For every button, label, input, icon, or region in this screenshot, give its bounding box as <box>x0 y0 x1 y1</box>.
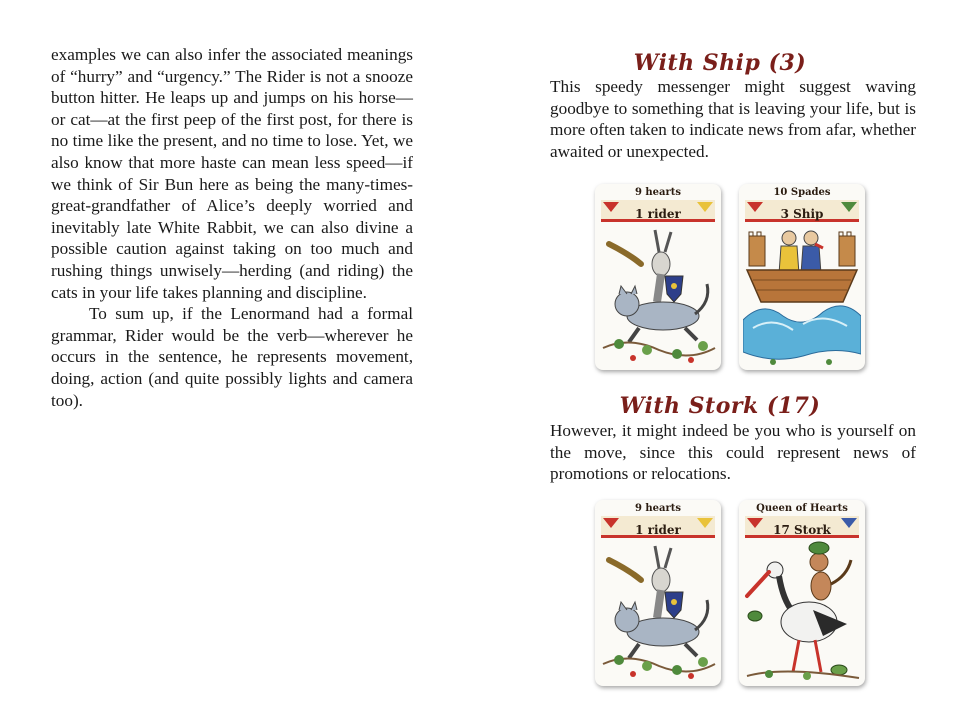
card-top-label: Queen of Hearts <box>756 503 848 514</box>
card-rider <box>595 500 721 686</box>
card-top-label: 10 Spades <box>773 187 831 198</box>
paragraph-1: examples we can also infer the associated meanings of “hurry” and “urgency.” The Rider is not a snooze button hitter. He leaps up and jumps on his horse—or cat—at the first peep of the first post, for there is no time like the present, and no time to lose. Yet, we also know that more haste can mean less speed—if we think of Sir Bun here as being the many-times-great-grandfather of Alice’s deeply worried and inevitably late White Rabbit, we can also divine a possible caution against taking on too much and rushing things unwisely—herding (and riding) the cats in your life takes planning and discipline. <box>51 45 413 302</box>
ship-on-waves-illustration <box>743 224 861 366</box>
card-rider <box>595 184 721 370</box>
stork-with-monkey-illustration <box>743 540 861 682</box>
card-stork <box>739 500 865 686</box>
card-ship <box>739 184 865 370</box>
rider-rabbit-on-cat-illustration <box>599 224 717 366</box>
card-title: 1 rider <box>635 523 681 537</box>
section-text-ship: This speedy messenger might suggest waving goodbye to something that is leaving your life, but is more often taken to indicate news from afar, whether awaited or unexpected. <box>550 77 916 161</box>
paragraph-2: To sum up, if the Lenormand had a formal grammar, Rider would be the verb—wherever he occurs in the sentence, he represents movement, doing, action (and quite possibly lights and camera too). <box>51 304 413 410</box>
section-text-stork: However, it might indeed be you who is yourself on the move, since this could represent news of promotions or relocations. <box>550 421 916 484</box>
right-page <box>480 0 960 720</box>
card-title: 3 Ship <box>780 207 824 221</box>
section-heading-ship: With Ship (3) <box>633 50 807 76</box>
card-top-label: 9 hearts <box>634 503 682 514</box>
rider-rabbit-on-cat-illustration <box>599 540 717 682</box>
left-body-text <box>51 44 413 411</box>
card-title: 17 Stork <box>773 523 831 537</box>
card-top-label: 9 hearts <box>634 187 682 198</box>
card-title: 1 rider <box>635 207 681 221</box>
section-heading-stork: With Stork (17) <box>619 393 821 419</box>
